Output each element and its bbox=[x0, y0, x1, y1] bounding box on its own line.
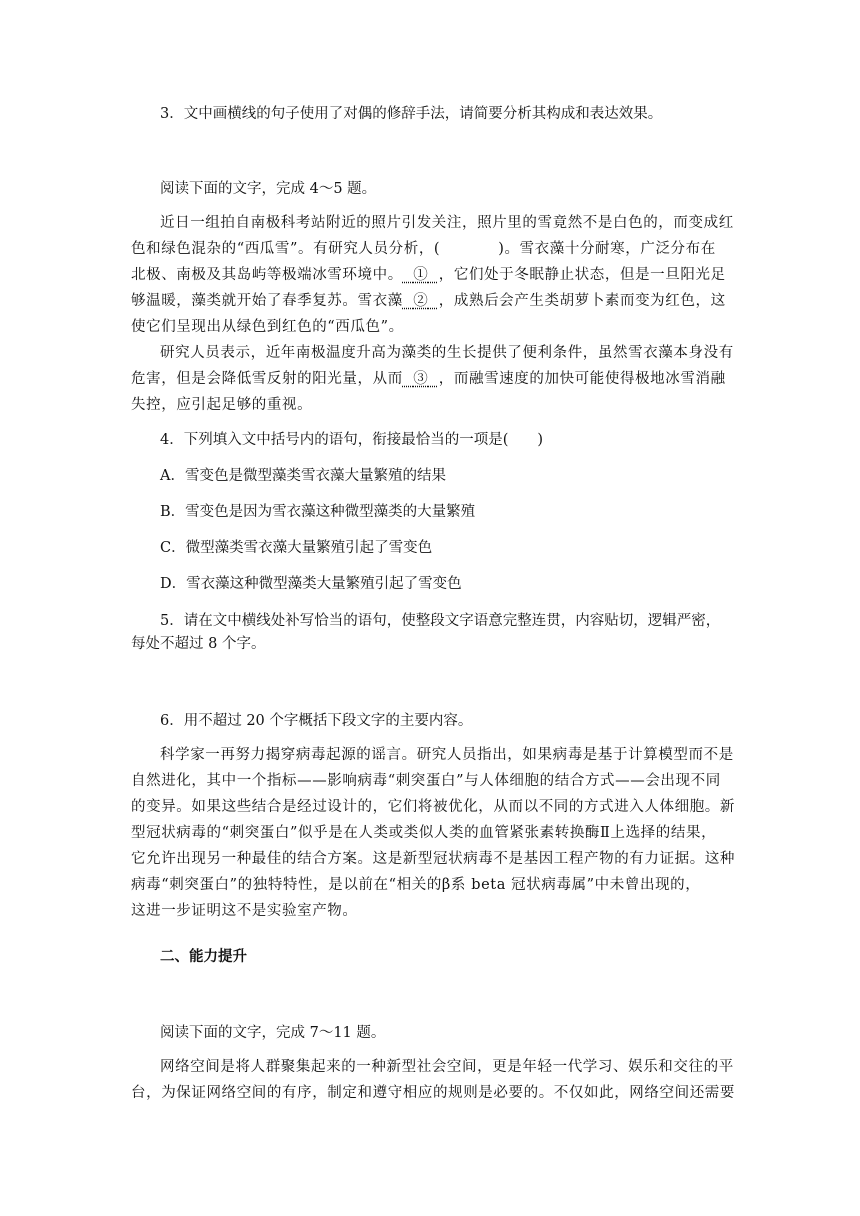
question-4: 4．下列填入文中括号内的语句，衔接最恰当的一项是( ) bbox=[160, 432, 544, 448]
passage-3-line-3: 的变异。如果这些结合是经过设计的，它们将被优化，从而以不同的方式进入人体细胞。新 bbox=[131, 799, 735, 815]
passage-3-line-1: 科学家一再努力揭穿病毒起源的谣言。研究人员指出，如果病毒是基于计算模型而不是 bbox=[160, 747, 734, 763]
passage-3-line-4: 型冠状病毒的“刺突蛋白”似乎是在人类或类似人类的血管紧张素转换酶Ⅱ上选择的结果， bbox=[131, 825, 717, 841]
passage-3-line-7: 这进一步证明这不是实验室产物。 bbox=[131, 903, 358, 919]
passage-2-line-2-a: 危害，但是会降低雪反射的阳光量，从而 bbox=[131, 371, 403, 387]
blank-3: ③ bbox=[413, 371, 429, 387]
passage-2-line-3: 失控，应引起足够的重视。 bbox=[131, 397, 313, 413]
question-5-line-1: 5．请在文中横线处补写恰当的语句，使整段文字语意完整连贯，内容贴切，逻辑严密， bbox=[160, 613, 721, 629]
passage-3-line-2: 自然进化，其中一个指标——影响病毒“刺突蛋白”与人体细胞的结合方式——会出现不同 bbox=[131, 773, 721, 789]
passage-1-line-2-a: 色和绿色混杂的“西瓜雪”。有研究人员分析，( bbox=[131, 241, 441, 257]
question-6: 6．用不超过 20 个字概括下段文字的主要内容。 bbox=[160, 713, 473, 729]
option-a: A．雪变色是微型藻类雪衣藻大量繁殖的结果 bbox=[160, 468, 446, 484]
passage-1-line-1: 近日一组拍自南极科考站附近的照片引发关注，照片里的雪竟然不是白色的，而变成红 bbox=[160, 215, 734, 231]
passage-1-line-4-a: 够温暖，藻类就开始了春季复苏。雪衣藻 bbox=[131, 293, 403, 309]
option-b: B．雪变色是因为雪衣藻这种微型藻类的大量繁殖 bbox=[160, 504, 476, 520]
passage-4-line-2: 台，为保证网络空间的有序，制定和遵守相应的规则是必要的。不仅如此，网络空间还需要 bbox=[131, 1085, 735, 1101]
question-5-line-2: 每处不超过 8 个字。 bbox=[131, 636, 266, 652]
passage-1-line-2-b: )。雪衣藻十分耐寒，广泛分布在 bbox=[498, 241, 716, 257]
passage-1-line-4 bbox=[131, 291, 726, 311]
passage-2-line-2-b: ，而融雪速度的加快可能使得极地冰雪消融 bbox=[438, 371, 726, 387]
option-d: D．雪衣藻这种微型藻类大量繁殖引起了雪变色 bbox=[160, 576, 462, 592]
reading-intro-4-5: 阅读下面的文字，完成 4～5 题。 bbox=[160, 181, 377, 197]
question-3: 3．文中画横线的句子使用了对偶的修辞手法，请简要分析其构成和表达效果。 bbox=[160, 106, 663, 122]
passage-1-line-5: 使它们呈现出从绿色到红色的“西瓜色”。 bbox=[131, 319, 404, 335]
passage-4-line-1: 网络空间是将人群聚集起来的一种新型社会空间，更是年轻一代学习、娱乐和交往的平 bbox=[160, 1059, 734, 1075]
passage-2-line-2 bbox=[131, 369, 726, 389]
passage-1-line-3 bbox=[131, 265, 726, 285]
passage-3-line-6: 病毒“刺突蛋白”的独特特性，是以前在“相关的β系 beta 冠状病毒属”中未曾出现的， bbox=[131, 877, 701, 893]
passage-3-line-5: 它允许出现另一种最佳的结合方案。这是新型冠状病毒不是基因工程产物的有力证据。这种 bbox=[131, 851, 735, 867]
blank-1: ① bbox=[413, 267, 429, 283]
passage-1-line-3-b: ，它们处于冬眠静止状态，但是一旦阳光足 bbox=[438, 267, 726, 283]
passage-1-line-2 bbox=[131, 239, 716, 259]
passage-1-line-4-b: ，成熟后会产生类胡萝卜素而变为红色，这 bbox=[438, 293, 726, 309]
blank-2: ② bbox=[413, 293, 429, 309]
passage-2-line-1: 研究人员表示，近年南极温度升高为藻类的生长提供了便利条件，虽然雪衣藻本身没有 bbox=[160, 345, 734, 361]
option-c: C．微型藻类雪衣藻大量繁殖引起了雪变色 bbox=[160, 540, 433, 556]
passage-1-line-3-a: 北极、南极及其岛屿等极端冰雪环境中。 bbox=[131, 267, 403, 283]
section-heading: 二、能力提升 bbox=[160, 948, 247, 965]
reading-intro-7-11: 阅读下面的文字，完成 7～11 题。 bbox=[160, 1025, 386, 1041]
